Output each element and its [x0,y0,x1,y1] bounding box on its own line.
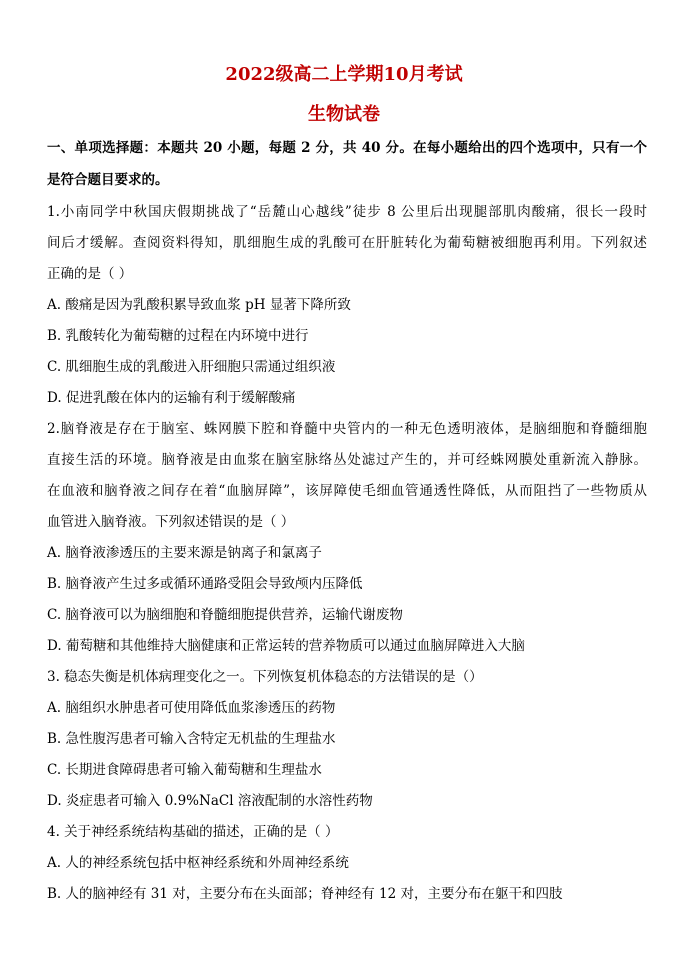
q1-stem-line-1: 1.小南同学中秋国庆假期挑战了“岳麓山心越线”徒步 8 公里后出现腿部肌肉酸痛，很长一段时 [47,204,647,220]
q1-option-c: C. 肌细胞生成的乳酸进入肝细胞只需通过组织液 [47,359,336,375]
q1-option-a: A. 酸痛是因为乳酸积累导致血浆 pH 显著下降所致 [47,297,351,313]
q1-option-b: B. 乳酸转化为葡萄糖的过程在内环境中进行 [47,328,309,344]
q1-option-d: D. 促进乳酸在体内的运输有利于缓解酸痛 [47,390,296,406]
q3-option-b: B. 急性腹泻患者可输入含特定无机盐的生理盐水 [47,731,336,747]
q2-option-b: B. 脑脊液产生过多或循环通路受阻会导致颅内压降低 [47,576,363,592]
q2-stem-line-4: 血管进入脑脊液。下列叙述错误的是（ ） [47,514,295,530]
q4-stem-line-1: 4. 关于神经系统结构基础的描述，正确的是（ ） [47,824,339,840]
q2-option-a: A. 脑脊液渗透压的主要来源是钠离子和氯离子 [47,545,322,561]
q3-option-c: C. 长期进食障碍患者可输入葡萄糖和生理盐水 [47,762,322,778]
q2-stem-line-2: 直接生活的环境。脑脊液是由血浆在脑室脉络丛处滤过产生的，并可经蛛网膜处重新流入静脉。 [47,452,647,468]
q4-option-b: B. 人的脑神经有 31 对，主要分布在头面部；脊神经有 12 对，主要分布在躯干和四肢 [47,886,563,902]
q1-stem-line-3: 正确的是（ ） [47,266,133,282]
section-heading-line-1: 一、单项选择题：本题共 20 小题，每题 2 分，共 40 分。在每小题给出的四个选项中，只有一个 [47,140,647,156]
q2-option-d: D. 葡萄糖和其他维持大脑健康和正常运转的营养物质可以通过血脑屏障进入大脑 [47,638,525,654]
section-heading-line-2: 是符合题目要求的。 [47,172,169,188]
exam-subtitle: 生物试卷 [308,104,380,125]
q2-stem-line-1: 2.脑脊液是存在于脑室、蛛网膜下腔和脊髓中央管内的一种无色透明液体，是脑细胞和脊髓细胞 [47,421,647,437]
exam-title: 2022级高二上学期10月考试 [225,64,463,85]
q2-option-c: C. 脑脊液可以为脑细胞和脊髓细胞提供营养，运输代谢废物 [47,607,403,623]
q4-option-a: A. 人的神经系统包括中枢神经系统和外周神经系统 [47,855,349,871]
q3-option-a: A. 脑组织水肿患者可使用降低血浆渗透压的药物 [47,700,336,716]
q2-stem-line-3: 在血液和脑脊液之间存在着“血脑屏障”，该屏障使毛细血管通透性降低，从而阻挡了一些物质从 [47,483,647,499]
q3-option-d: D. 炎症患者可输入 0.9%NaCl 溶液配制的水溶性药物 [47,793,373,809]
q1-stem-line-2: 间后才缓解。查阅资料得知，肌细胞生成的乳酸可在肝脏转化为葡萄糖被细胞再利用。下列叙述 [47,235,647,251]
q3-stem-line-1: 3. 稳态失衡是机体病理变化之一。下列恢复机体稳态的方法错误的是（） [47,669,483,685]
